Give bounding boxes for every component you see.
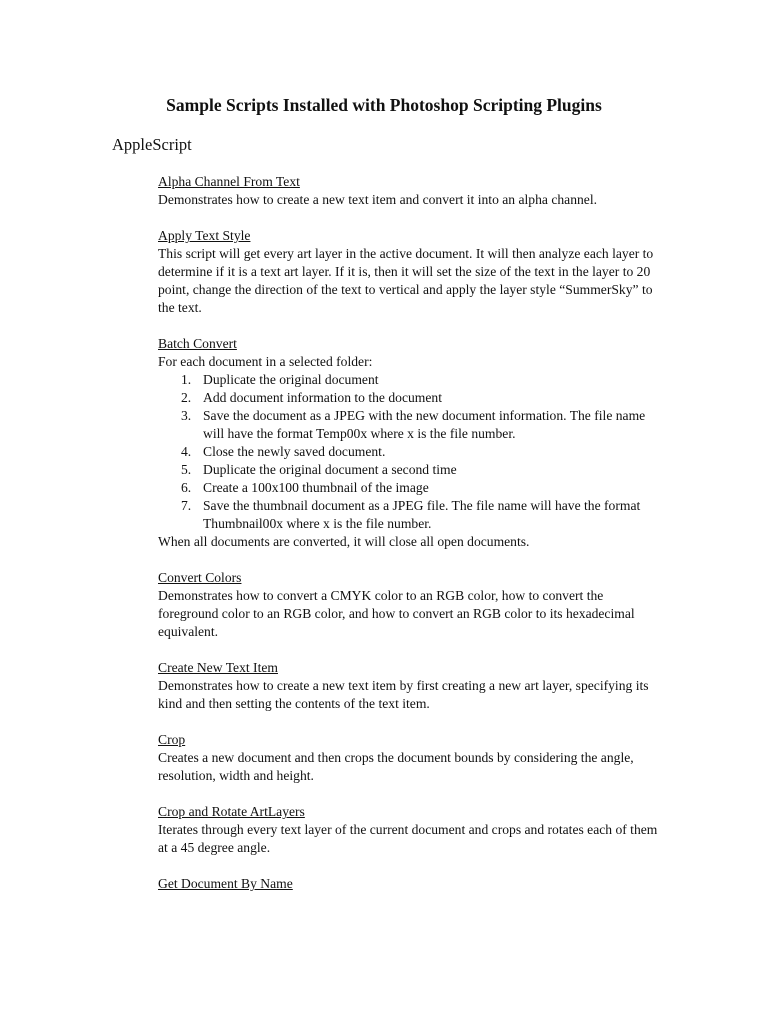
step-number: 6. — [181, 480, 192, 495]
step-text: Duplicate the original document a second time — [203, 462, 457, 477]
step-number: 2. — [181, 390, 192, 405]
script-title: Apply Text Style — [158, 228, 251, 243]
step-text: Save the thumbnail document as a JPEG file. The file name will have the format Thumbnail00x where x is the file number. — [203, 498, 641, 531]
script-entry-apply-text-style — [158, 227, 658, 317]
script-description: Iterates through every text layer of the current document and crops and rotates each of them at a 45 degree angle. — [158, 822, 658, 855]
section-heading-applescript: AppleScript — [112, 135, 192, 154]
script-title: Create New Text Item — [158, 660, 278, 675]
step-text: Duplicate the original document — [203, 372, 379, 387]
step-item — [158, 497, 658, 533]
step-text: Close the newly saved document. — [203, 444, 386, 459]
script-entry-crop — [158, 731, 658, 785]
script-title: Crop — [158, 732, 186, 747]
script-intro: For each document in a selected folder: — [158, 354, 373, 369]
script-description: Demonstrates how to create a new text item by first creating a new art layer, specifying its kind and then setting the contents of the text item. — [158, 678, 649, 711]
step-list — [158, 371, 658, 533]
script-title: Batch Convert — [158, 336, 237, 351]
script-outro: When all documents are converted, it will close all open documents. — [158, 534, 530, 549]
step-text: Add document information to the document — [203, 390, 442, 405]
step-item — [158, 461, 658, 479]
step-item — [158, 407, 658, 443]
step-number: 1. — [181, 372, 192, 387]
script-entry-convert-colors — [158, 569, 658, 641]
script-list — [158, 173, 658, 911]
script-title: Crop and Rotate ArtLayers — [158, 804, 305, 819]
script-entry-batch-convert — [158, 335, 658, 551]
step-item — [158, 371, 658, 389]
step-number: 5. — [181, 462, 192, 477]
step-number: 4. — [181, 444, 192, 459]
step-item — [158, 389, 658, 407]
step-text: Create a 100x100 thumbnail of the image — [203, 480, 429, 495]
script-description: This script will get every art layer in the active document. It will then analyze each layer to determine if it is a text art layer. If it is, then it will set the size of the text in the layer to 20 point, change the direction of the text to vertical and apply the layer style “SummerSky” to the text. — [158, 246, 654, 315]
script-entry-alpha-channel — [158, 173, 658, 209]
script-entry-create-new-text-item — [158, 659, 658, 713]
step-number: 3. — [181, 408, 192, 423]
script-title: Alpha Channel From Text — [158, 174, 300, 189]
step-text: Save the document as a JPEG with the new document information. The file name will have the format Temp00x where x is the file number. — [203, 408, 646, 441]
step-item — [158, 443, 658, 461]
script-description: Demonstrates how to create a new text item and convert it into an alpha channel. — [158, 192, 597, 207]
script-title: Convert Colors — [158, 570, 242, 585]
step-item — [158, 479, 658, 497]
script-title: Get Document By Name — [158, 876, 293, 891]
script-description: Demonstrates how to convert a CMYK color to an RGB color, how to convert the foreground color to an RGB color, and how to convert an RGB color to its hexadecimal equivalent. — [158, 588, 635, 639]
script-description: Creates a new document and then crops the document bounds by considering the angle, resolution, width and height. — [158, 750, 634, 783]
script-entry-crop-and-rotate — [158, 803, 658, 857]
step-number: 7. — [181, 498, 192, 513]
script-entry-get-document-by-name — [158, 875, 658, 893]
document-title: Sample Scripts Installed with Photoshop Scripting Plugins — [166, 95, 602, 115]
